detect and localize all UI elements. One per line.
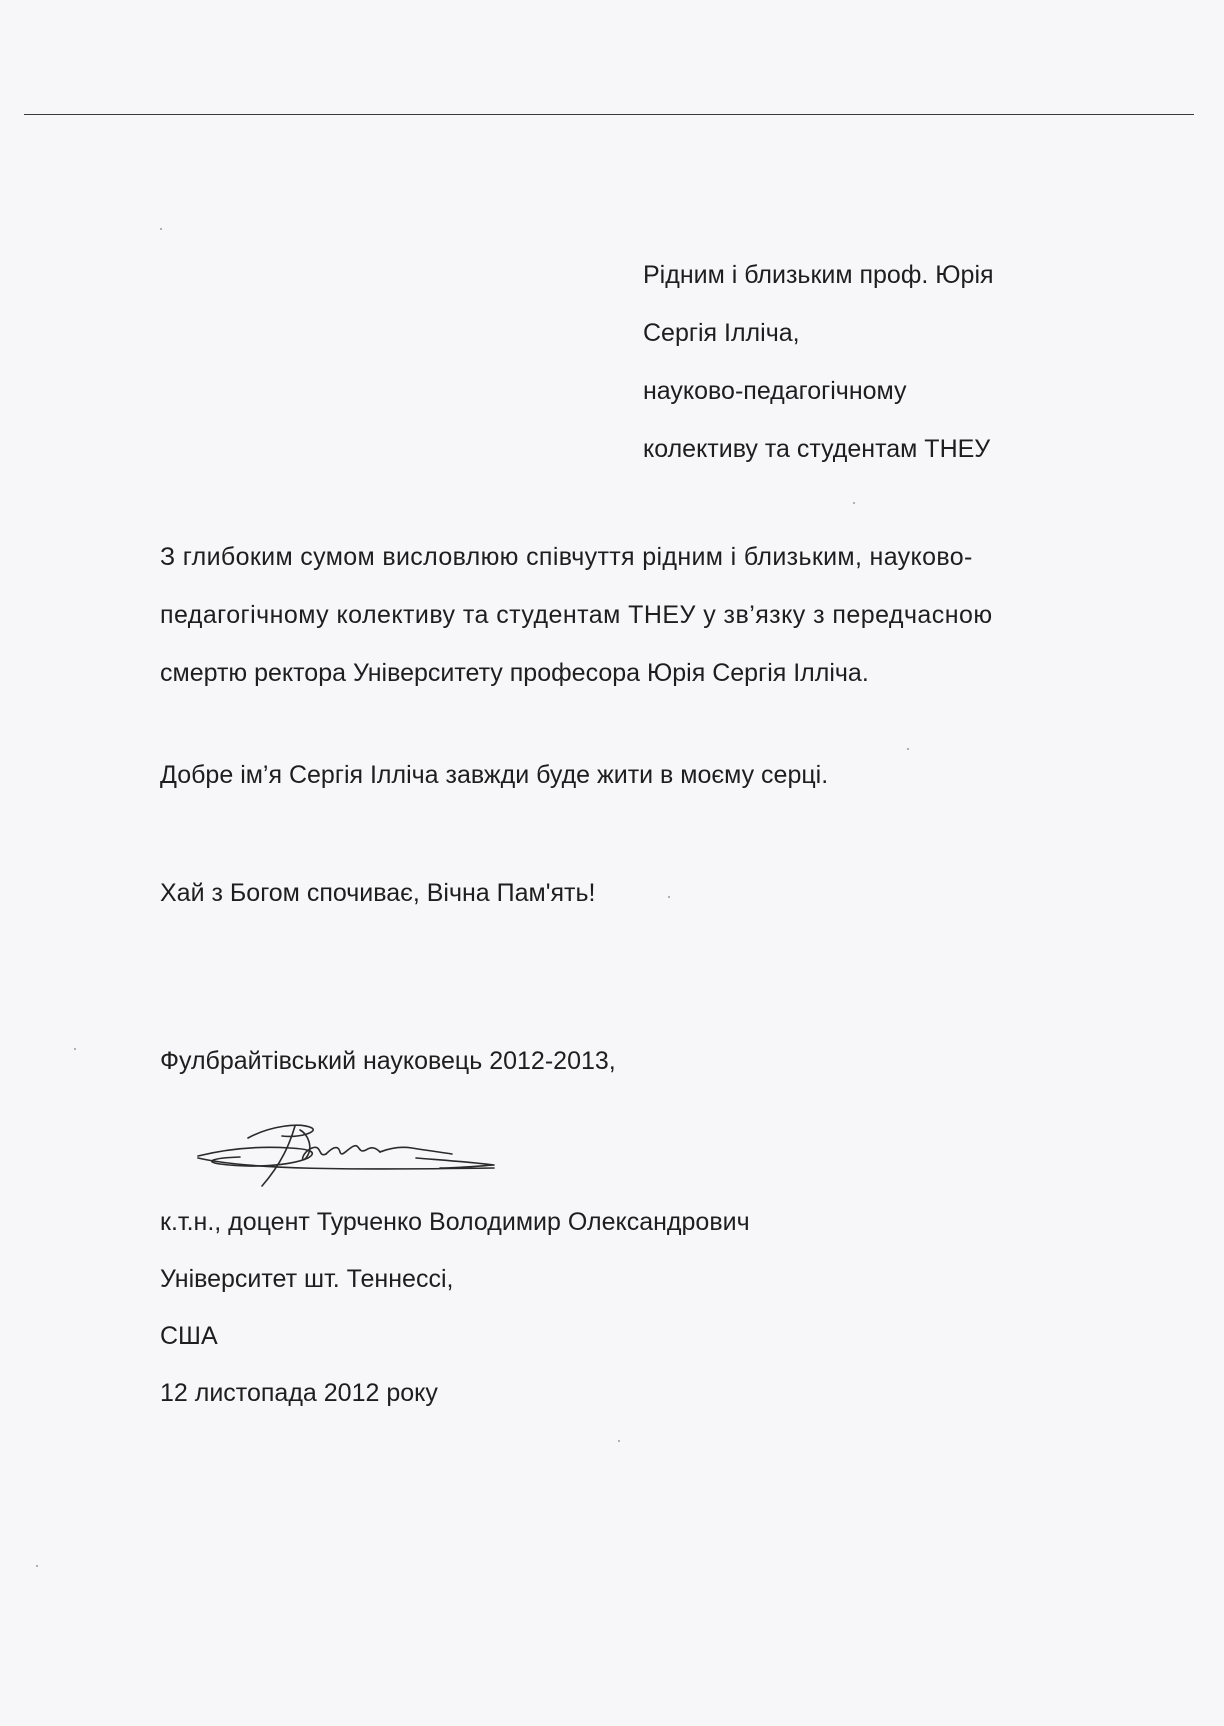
condolence-line: смертю ректора Університету професора Юрія Сергія Ілліча. xyxy=(160,659,869,687)
paper-speck xyxy=(74,1048,76,1050)
rest-in-peace-text: Хай з Богом спочиває, Вічна Пам'ять! xyxy=(160,879,596,907)
paper-speck xyxy=(668,896,670,898)
header-rule xyxy=(24,114,1194,115)
position-paragraph xyxy=(160,1032,1100,1090)
signer-country: США xyxy=(160,1322,218,1350)
paper-speck xyxy=(36,1565,38,1567)
condolence-line: З глибоким сумом висловлюю співчуття рідним і близьким, науково- xyxy=(160,543,973,571)
handwritten-signature xyxy=(190,1108,500,1190)
rest-in-peace-paragraph xyxy=(160,864,1100,922)
good-name-paragraph xyxy=(160,746,1100,804)
position-text: Фулбрайтівський науковець 2012-2013, xyxy=(160,1047,616,1075)
addressee-line: Рідним і близьким проф. Юрія xyxy=(643,261,994,289)
addressee-line: Сергія Ілліча, xyxy=(643,319,800,347)
good-name-text: Добре ім’я Сергія Ілліча завжди буде жити в моєму серці. xyxy=(160,761,829,789)
addressee-line: науково-педагогічному xyxy=(643,377,907,405)
signer-affiliation: Університет шт. Теннессі, xyxy=(160,1265,454,1293)
condolence-line: педагогічному колективу та студентам ТНЕУ у зв’язку з передчасною xyxy=(160,601,993,629)
signer-name: к.т.н., доцент Турченко Володимир Олександрович xyxy=(160,1208,750,1236)
paper-speck xyxy=(160,228,162,230)
paper-speck xyxy=(853,502,855,504)
paper-speck xyxy=(907,748,909,750)
paper-speck xyxy=(618,1440,620,1442)
addressee-block xyxy=(643,246,1163,478)
addressee-line: колективу та студентам ТНЕУ xyxy=(643,435,991,463)
signer-block xyxy=(160,1194,1060,1422)
condolence-paragraph xyxy=(160,528,1100,702)
letter-date: 12 листопада 2012 року xyxy=(160,1379,438,1407)
